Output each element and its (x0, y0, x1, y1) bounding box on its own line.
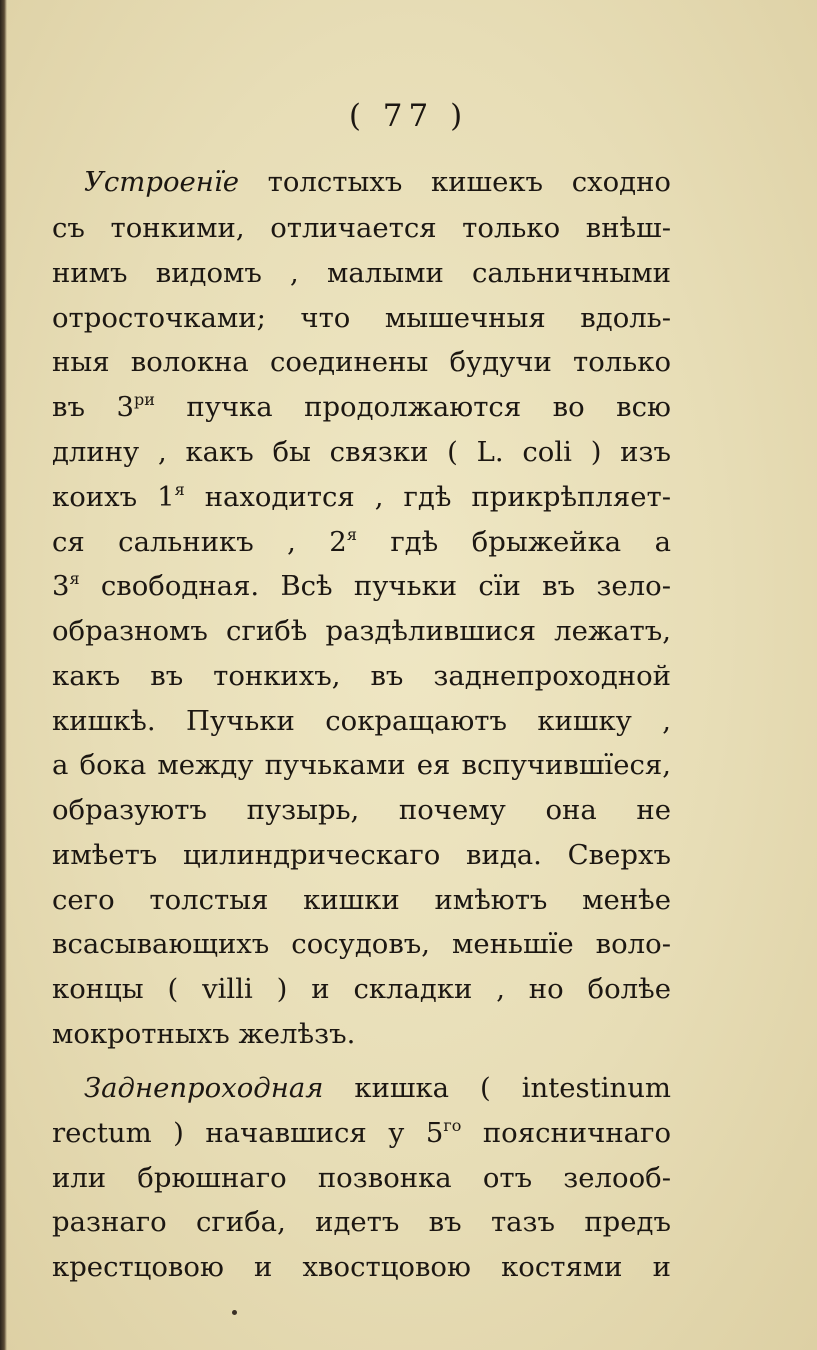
text-line: разнаго сгиба, идетъ въ тазъ предъ (52, 1206, 671, 1238)
text-line: Заднепроходная кишка ( intestinum (84, 1072, 671, 1104)
text-line: а бока между пучьками ея вспучившїеся, (52, 749, 671, 781)
text-line: или брюшнаго позвонка отъ зелооб- (52, 1162, 671, 1194)
text-line: концы ( villi ) и складки , но болѣе (52, 973, 671, 1005)
text-line: $3^я$ свободная. Всѣ пучьки сїи въ зело- (52, 569, 671, 602)
text-line: Устроенїе толстыхъ кишекъ сходно (84, 166, 671, 198)
text-line: нимъ видомъ , малыми сальничными (52, 257, 671, 289)
text-line: сего толстыя кишки имѣютъ менѣе (52, 884, 671, 916)
text-line: rectum ) начавшися у $5^{го}$ поясничнаго (52, 1116, 671, 1149)
ink-speck (232, 1310, 237, 1315)
text-line: какъ въ тонкихъ, въ заднепроходной (52, 660, 671, 692)
page-number: ( 77 ) (348, 98, 469, 134)
text-line: всасывающихъ сосудовъ, меньшїе воло- (52, 928, 671, 960)
text-line: ныя волокна соединены будучи только (52, 346, 671, 378)
binding-edge (0, 0, 7, 1350)
text-line: образуютъ пузырь, почему она не (52, 794, 671, 826)
text-line: крестцовою и хвостцовою костями и (52, 1251, 671, 1283)
text-line: кишкѣ. Пучьки сокращаютъ кишку , (52, 705, 671, 737)
text-line: образномъ сгибѣ раздѣлившися лежатъ, (52, 615, 671, 647)
text-line: длину , какъ бы связки ( L. coli ) изъ (52, 436, 671, 468)
text-line: въ $3^{ри}$ пучка продолжаются во всю (52, 390, 671, 423)
text-line: отросточками; что мышечныя вдоль- (52, 302, 671, 334)
text-line: мокротныхъ желѣзъ. (52, 1018, 356, 1050)
text-line: ся сальникъ , $2^я$ гдѣ брыжейка а (52, 525, 671, 558)
text-line: коихъ $1^я$ находится , гдѣ прикрѣпляет- (52, 480, 671, 513)
text-line: съ тонкими, отличается только внѣш- (52, 212, 671, 244)
text-line: имѣетъ цилиндрическаго вида. Сверхъ (52, 839, 671, 871)
